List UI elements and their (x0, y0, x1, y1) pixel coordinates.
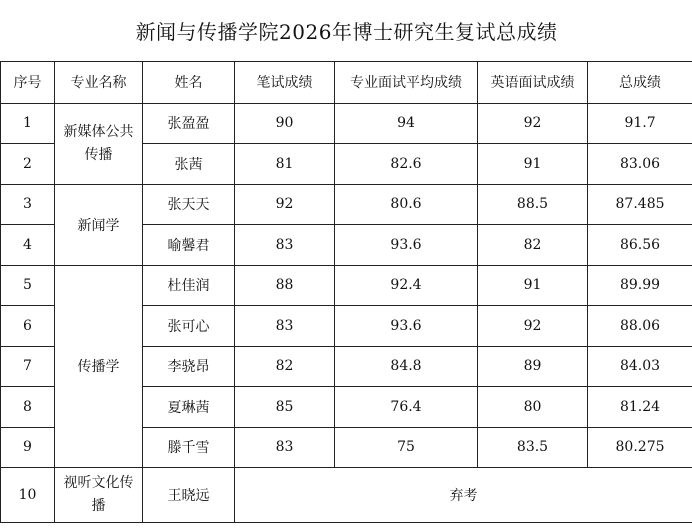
cell-major: 新闻学 (55, 184, 143, 265)
table-row (1, 103, 692, 144)
header-english: 英语面试成绩 (478, 61, 588, 103)
cell-name: 张天天 (143, 184, 235, 225)
cell-no: 4 (1, 225, 55, 266)
cell-written: 81 (235, 144, 335, 185)
cell-interview: 80.6 (335, 184, 478, 225)
cell-name: 杜佳润 (143, 265, 235, 306)
cell-no: 5 (1, 265, 55, 306)
cell-interview: 93.6 (335, 306, 478, 347)
header-interview: 专业面试平均成绩 (335, 61, 478, 103)
table-row (1, 184, 692, 225)
cell-english: 92 (478, 306, 588, 347)
cell-interview: 76.4 (335, 387, 478, 428)
cell-interview: 75 (335, 427, 478, 468)
cell-name: 张茜 (143, 144, 235, 185)
header-total: 总成绩 (588, 61, 692, 103)
cell-total: 88.06 (588, 306, 692, 347)
header-written: 笔试成绩 (235, 61, 335, 103)
cell-written: 85 (235, 387, 335, 428)
cell-name: 张盈盈 (143, 103, 235, 144)
cell-no: 9 (1, 427, 55, 468)
cell-written: 90 (235, 103, 335, 144)
cell-total: 81.24 (588, 387, 692, 428)
cell-interview: 82.6 (335, 144, 478, 185)
cell-written: 83 (235, 306, 335, 347)
cell-name: 喻馨君 (143, 225, 235, 266)
cell-status: 弃考 (235, 468, 692, 523)
cell-total: 84.03 (588, 346, 692, 387)
table-row (1, 468, 692, 523)
cell-no: 8 (1, 387, 55, 428)
cell-interview: 84.8 (335, 346, 478, 387)
cell-total: 86.56 (588, 225, 692, 266)
cell-name: 王晓远 (143, 468, 235, 523)
cell-no: 10 (1, 468, 55, 523)
cell-no: 2 (1, 144, 55, 185)
cell-english: 82 (478, 225, 588, 266)
cell-total: 89.99 (588, 265, 692, 306)
cell-interview: 94 (335, 103, 478, 144)
cell-major: 视听文化传播 (55, 468, 143, 523)
cell-name: 滕千雪 (143, 427, 235, 468)
cell-english: 88.5 (478, 184, 588, 225)
table-row (1, 265, 692, 306)
cell-no: 3 (1, 184, 55, 225)
cell-english: 91 (478, 144, 588, 185)
cell-written: 83 (235, 427, 335, 468)
cell-no: 1 (1, 103, 55, 144)
cell-total: 80.275 (588, 427, 692, 468)
cell-written: 88 (235, 265, 335, 306)
cell-interview: 93.6 (335, 225, 478, 266)
cell-major: 新媒体公共传播 (55, 103, 143, 184)
header-no: 序号 (1, 61, 55, 103)
cell-english: 92 (478, 103, 588, 144)
cell-name: 张可心 (143, 306, 235, 347)
header-name: 姓名 (143, 61, 235, 103)
cell-total: 91.7 (588, 103, 692, 144)
header-row (1, 61, 692, 103)
cell-name: 李骁昂 (143, 346, 235, 387)
cell-name: 夏琳茜 (143, 387, 235, 428)
cell-interview: 92.4 (335, 265, 478, 306)
cell-major: 传播学 (55, 265, 143, 468)
cell-no: 6 (1, 306, 55, 347)
page-title: 新闻与传播学院2026年博士研究生复试总成绩 (1, 0, 692, 61)
header-major: 专业名称 (55, 61, 143, 103)
cell-no: 7 (1, 346, 55, 387)
cell-total: 87.485 (588, 184, 692, 225)
cell-english: 91 (478, 265, 588, 306)
cell-written: 82 (235, 346, 335, 387)
cell-english: 80 (478, 387, 588, 428)
cell-english: 83.5 (478, 427, 588, 468)
cell-written: 83 (235, 225, 335, 266)
cell-written: 92 (235, 184, 335, 225)
cell-total: 83.06 (588, 144, 692, 185)
cell-english: 89 (478, 346, 588, 387)
